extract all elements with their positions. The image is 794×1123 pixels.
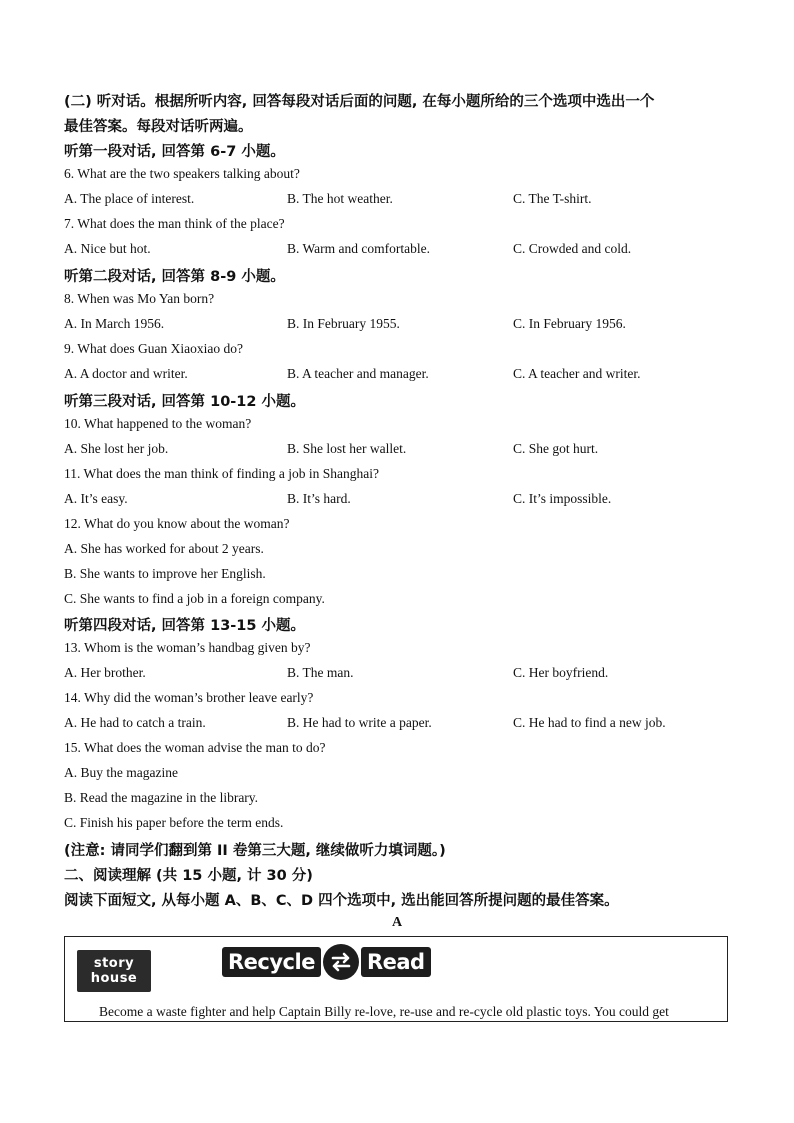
q14-option-a: A. He had to catch a train. bbox=[64, 715, 206, 730]
q14-option-b: B. He had to write a paper. bbox=[287, 715, 432, 730]
recycle-arrows-icon bbox=[323, 944, 359, 980]
passage-label: A bbox=[391, 915, 403, 930]
q6-option-a: A. The place of interest. bbox=[64, 191, 195, 206]
listening-note: (注意: 请同学们翻到第 II 卷第三大题, 继续做听力填词题。) bbox=[64, 843, 446, 859]
q9-option-b: B. A teacher and manager. bbox=[287, 366, 429, 381]
q11-option-a: A. It’s easy. bbox=[64, 491, 128, 506]
q13-option-c: C. Her boyfriend. bbox=[513, 665, 609, 680]
q8-option-b: B. In February 1955. bbox=[287, 316, 400, 331]
reading-section-heading: 二、阅读理解 (共 15 小题, 计 30 分) bbox=[64, 868, 313, 884]
dialog-4-title: 听第四段对话, 回答第 13-15 小题。 bbox=[64, 618, 306, 634]
q15-option-c: C. Finish his paper before the term ends. bbox=[64, 815, 284, 830]
story-house-logo bbox=[77, 950, 151, 992]
dialog-3-title: 听第三段对话, 回答第 10-12 小题。 bbox=[64, 394, 306, 410]
recycle-logo-word: Recycle bbox=[222, 947, 321, 977]
q7-option-b: B. Warm and comfortable. bbox=[287, 241, 430, 256]
question-11: 11. What does the man think of finding a job in Shanghai? bbox=[64, 466, 379, 481]
question-15: 15. What does the woman advise the man to do? bbox=[64, 740, 326, 755]
section-heading-line2: 最佳答案。每段对话听两遍。 bbox=[64, 119, 253, 135]
q9-option-c: C. A teacher and writer. bbox=[513, 366, 641, 381]
read-logo-word: Read bbox=[361, 947, 431, 977]
recycle-to-read-logo bbox=[222, 944, 431, 980]
q13-option-a: A. Her brother. bbox=[64, 665, 146, 680]
story-house-logo-line1: story bbox=[93, 956, 135, 971]
question-13: 13. Whom is the woman’s handbag given by? bbox=[64, 640, 311, 655]
dialog-2-title: 听第二段对话, 回答第 8-9 小题。 bbox=[64, 269, 285, 285]
q14-option-c: C. He had to find a new job. bbox=[513, 715, 666, 730]
dialog-1-title: 听第一段对话, 回答第 6-7 小题。 bbox=[64, 144, 285, 160]
passage-a-box bbox=[64, 936, 728, 1022]
reading-instruction: 阅读下面短文, 从每小题 A、B、C、D 四个选项中, 选出能回答所提问题的最佳答案。 bbox=[64, 893, 619, 909]
q10-option-c: C. She got hurt. bbox=[513, 441, 599, 456]
q7-option-c: C. Crowded and cold. bbox=[513, 241, 632, 256]
q10-option-b: B. She lost her wallet. bbox=[287, 441, 407, 456]
q15-option-a: A. Buy the magazine bbox=[64, 765, 178, 780]
q10-option-a: A. She lost her job. bbox=[64, 441, 169, 456]
passage-first-line: Become a waste fighter and help Captain Billy re-love, re-use and re-cycle old plastic toys. You could get bbox=[99, 1004, 669, 1019]
question-14: 14. Why did the woman’s brother leave early? bbox=[64, 690, 314, 705]
story-house-logo-line2: house bbox=[90, 971, 138, 986]
section-heading-line1: (二) 听对话。根据所听内容, 回答每段对话后面的问题, 在每小题所给的三个选项中选出一个 bbox=[64, 94, 655, 110]
q13-option-b: B. The man. bbox=[287, 665, 354, 680]
question-9: 9. What does Guan Xiaoxiao do? bbox=[64, 341, 243, 356]
q7-option-a: A. Nice but hot. bbox=[64, 241, 151, 256]
q11-option-b: B. It’s hard. bbox=[287, 491, 351, 506]
q12-option-c: C. She wants to find a job in a foreign company. bbox=[64, 591, 325, 606]
q6-option-b: B. The hot weather. bbox=[287, 191, 393, 206]
question-8: 8. When was Mo Yan born? bbox=[64, 291, 215, 306]
question-7: 7. What does the man think of the place? bbox=[64, 216, 285, 231]
question-12: 12. What do you know about the woman? bbox=[64, 516, 290, 531]
q6-option-c: C. The T-shirt. bbox=[513, 191, 592, 206]
q8-option-c: C. In February 1956. bbox=[513, 316, 626, 331]
q12-option-b: B. She wants to improve her English. bbox=[64, 566, 266, 581]
question-10: 10. What happened to the woman? bbox=[64, 416, 252, 431]
q8-option-a: A. In March 1956. bbox=[64, 316, 165, 331]
question-6: 6. What are the two speakers talking about? bbox=[64, 166, 300, 181]
q15-option-b: B. Read the magazine in the library. bbox=[64, 790, 259, 805]
q12-option-a: A. She has worked for about 2 years. bbox=[64, 541, 264, 556]
q9-option-a: A. A doctor and writer. bbox=[64, 366, 188, 381]
q11-option-c: C. It’s impossible. bbox=[513, 491, 612, 506]
